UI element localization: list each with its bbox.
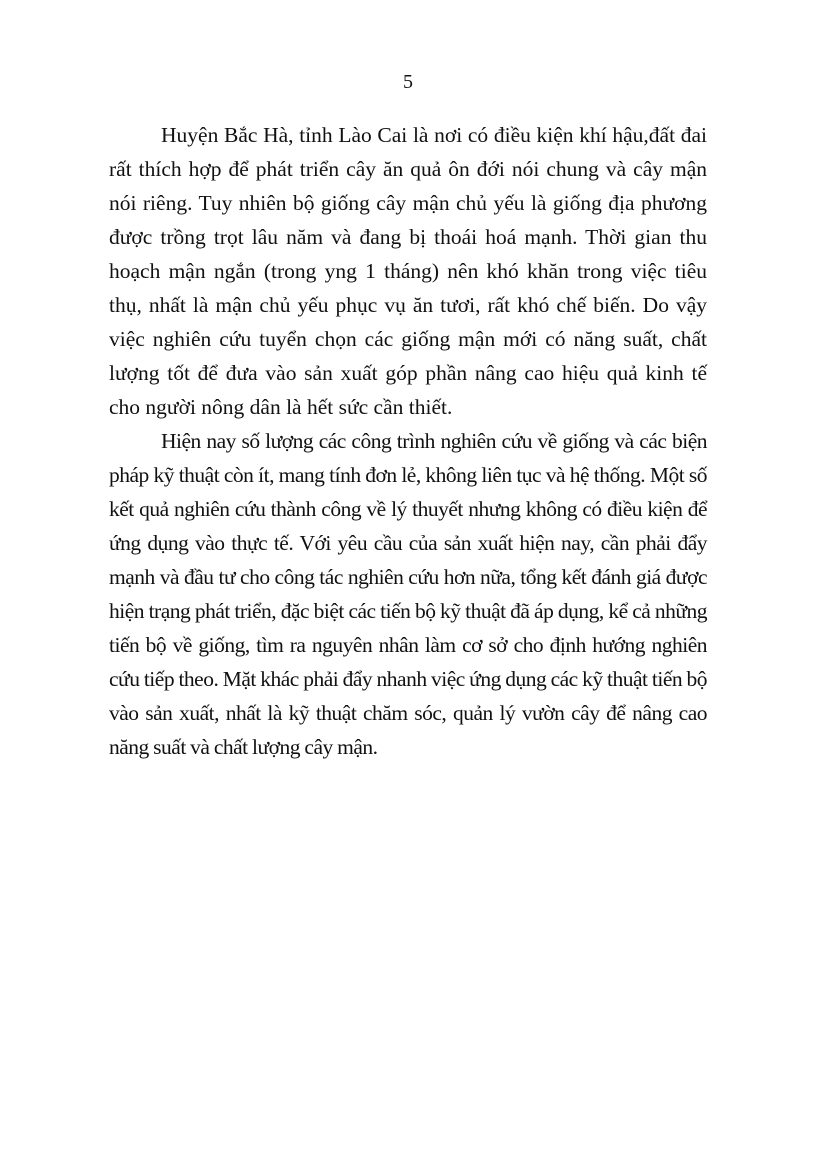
paragraph-plum-growing-context: Huyện Bắc Hà, tỉnh Lào Cai là nơi có điều kiện khí hậu,đất đai rất thích hợp để phát triển cây ăn quả ôn đới nói chung và cây mận nói riêng. Tuy nhiên bộ giống cây mận chủ yếu là giống địa phương được trồng trọt lâu năm và đang bị thoái hoá mạnh. Thời gian thu hoạch mận ngắn (trong yng 1 tháng) nên khó khăn trong việc tiêu thụ, nhất là mận chủ yếu phục vụ ăn tươi, rất khó chế biến. Do vậy việc nghiên cứu tuyển chọn các giống mận mới có năng suất, chất lượng tốt để đưa vào sản xuất góp phần nâng cao hiệu quả kinh tế cho người nông dân là hết sức cần thiết. [109, 123, 707, 419]
body-text [109, 118, 707, 764]
page-number: 5 [403, 71, 413, 93]
paragraph-research-needs: Hiện nay số lượng các công trình nghiên cứu về giống và các biện pháp kỹ thuật còn ít, mang tính đơn lẻ, không liên tục và hệ thống. Một số kết quả nghiên cứu thành công về lý thuyết nhưng không có điều kiện để ứng dụng vào thực tế. Với yêu cầu của sản xuất hiện nay, cần phải đẩy mạnh và đầu tư cho công tác nghiên cứu hơn nữa, tổng kết đánh giá được hiện trạng phát triển, đặc biệt các tiến bộ kỹ thuật đã áp dụng, kể cả những tiến bộ về giống, tìm ra nguyên nhân làm cơ sở cho định hướng nghiên cứu tiếp theo. Mặt khác phải đẩy nhanh việc ứng dụng các kỹ thuật tiến bộ vào sản xuất, nhất là kỹ thuật chăm sóc, quản lý vườn cây để nâng cao năng suất và chất lượng cây mận. [109, 429, 707, 759]
